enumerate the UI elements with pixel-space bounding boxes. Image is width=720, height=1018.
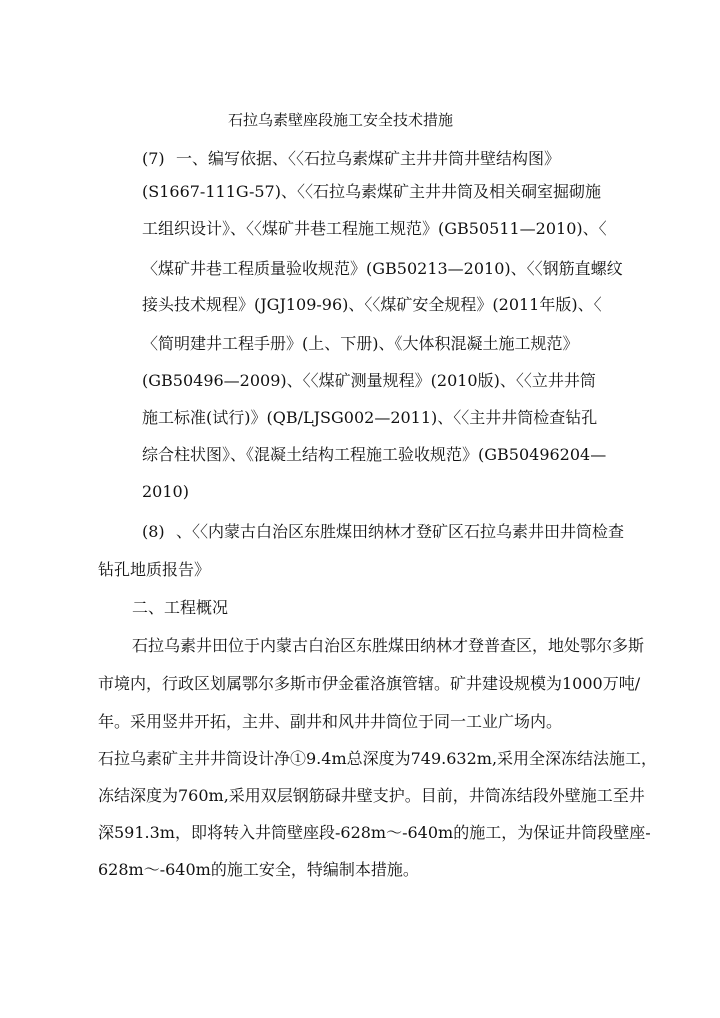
item-7-number: (7)	[142, 149, 165, 168]
item-7-line-7: (GB50496—2009)、〈〈煤矿测量规程》(2010版)、〈〈立井井筒	[142, 371, 596, 390]
item-7-line-6: 〈简明建井工程手册》(上、下册)、《大体积混凝土施工规范》	[142, 334, 579, 353]
item-8-number: (8)	[142, 522, 165, 541]
para-1-line-2: 市境内，行政区划属鄂尔多斯市伊金霍洛旗管辖。矿井建设规模为1000万吨/	[98, 674, 641, 693]
para-2-line-3: 深591.3m，即将转入井筒壁座段-628m〜-640m的施工，为保证井筒段壁座-	[98, 823, 651, 842]
item-7-line-9: 综合柱状图》、《混凝土结构工程施工验收规范》(GB50496204—	[142, 445, 607, 464]
item-8-line-2: 钻孔地质报告》	[98, 560, 211, 579]
item-7-line-2: (S1667-111G-57)、〈〈石拉乌素煤矿主井井筒及相关硐室掘砌施	[142, 182, 601, 201]
item-8-line-1: 、〈〈内蒙古白治区东胜煤田纳林才登矿区石拉乌素井田井筒检查	[176, 522, 625, 541]
para-2-line-1: 石拉乌素矿主井井筒设计净①9.4m总深度为749.632m,采用全深冻结法施工，	[98, 749, 658, 768]
para-1-line-1: 石拉乌素井田位于内蒙古白治区东胜煤田纳林才登普查区，地处鄂尔多斯	[132, 636, 645, 655]
item-7-line-1: 一、编写依据、〈〈石拉乌素煤矿主井井筒井壁结构图》	[176, 149, 561, 168]
para-2-line-4: 628m〜-640m的施工安全，特编制本措施。	[98, 860, 419, 879]
para-2-line-2: 冻结深度为760m,采用双层钢筋碌井壁支护。目前，井筒冻结段外壁施工至井	[98, 786, 645, 805]
item-7-line-8: 施工标准(试行)》(QB/LJSG002—2011)、〈〈主井井筒检查钻孔	[142, 408, 598, 427]
item-7-line-4: 〈煤矿井巷工程质量验收规范》(GB50213—2010)、〈〈钢筋直螺纹	[142, 259, 623, 278]
section-2-heading: 二、工程概况	[132, 598, 229, 617]
document-title: 石拉乌素壁座段施工安全技术措施	[228, 111, 454, 129]
item-7-line-3: 工组织设计》、〈〈煤矿井巷工程施工规范》(GB50511—2010)、〈	[142, 219, 607, 238]
item-7-line-5: 接头技术规程》(JGJ109-96)、〈〈煤矿安全规程》(2011年版)、〈	[142, 295, 602, 314]
item-7-line-10: 2010)	[142, 482, 189, 501]
para-1-line-3: 年。采用竖井开拓，主井、副井和风井井筒位于同一工业广场内。	[98, 712, 563, 731]
